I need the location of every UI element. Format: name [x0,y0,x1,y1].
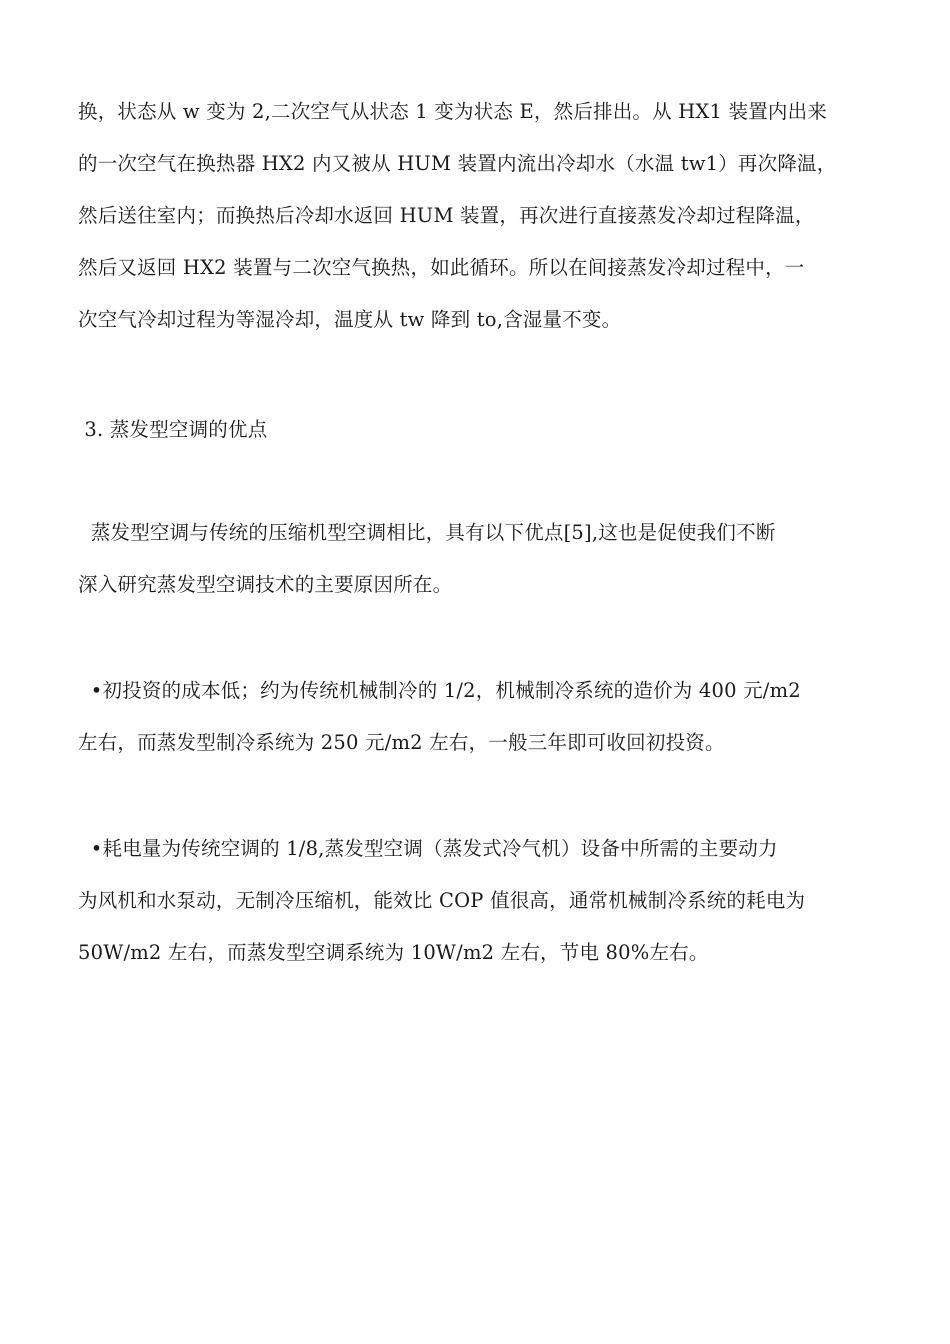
paragraph-indirect-cooling [78,86,850,346]
text-line: 蒸发型空调与传统的压缩机型空调相比，具有以下优点[5],这也是促使我们不断 [78,521,776,544]
text-line: 50W/m2 左右，而蒸发型空调系统为 10W/m2 左右，节电 80%左右。 [78,941,709,964]
text-line: •耗电量为传统空调的 1/8,蒸发型空调（蒸发式冷气机）设备中所需的主要动力 [78,837,778,860]
text-line: 换，状态从 w 变为 2,二次空气从状态 1 变为状态 E，然后排出。从 HX1 装置内出来 [78,100,828,123]
bullet-item-power [78,823,850,979]
paragraph-intro [78,507,850,611]
text-line: 然后送往室内；而换热后冷却水返回 HUM 装置，再次进行直接蒸发冷却过程降温， [78,204,815,227]
text-line: 深入研究蒸发型空调技术的主要原因所在。 [78,573,453,596]
bullet-item-cost [78,665,850,769]
section-heading [78,404,850,456]
section-heading-text: 3. 蒸发型空调的优点 [78,418,268,441]
text-line: 然后又返回 HX2 装置与二次空气换热，如此循环。所以在间接蒸发冷却过程中，一 [78,256,805,279]
text-line: 为风机和水泵动，无制冷压缩机，能效比 COP 值很高，通常机械制冷系统的耗电为 [78,889,806,912]
text-line: 左右，而蒸发型制冷系统为 250 元/m2 左右，一般三年即可收回初投资。 [78,731,725,754]
text-line: 次空气冷却过程为等湿冷却，温度从 tw 降到 to,含湿量不变。 [78,308,622,331]
text-line: 的一次空气在换热器 HX2 内又被从 HUM 装置内流出冷却水（水温 tw1）再次降温， [78,152,837,175]
text-line: •初投资的成本低；约为传统机械制冷的 1/2，机械制冷系统的造价为 400 元/m2 [78,679,801,702]
